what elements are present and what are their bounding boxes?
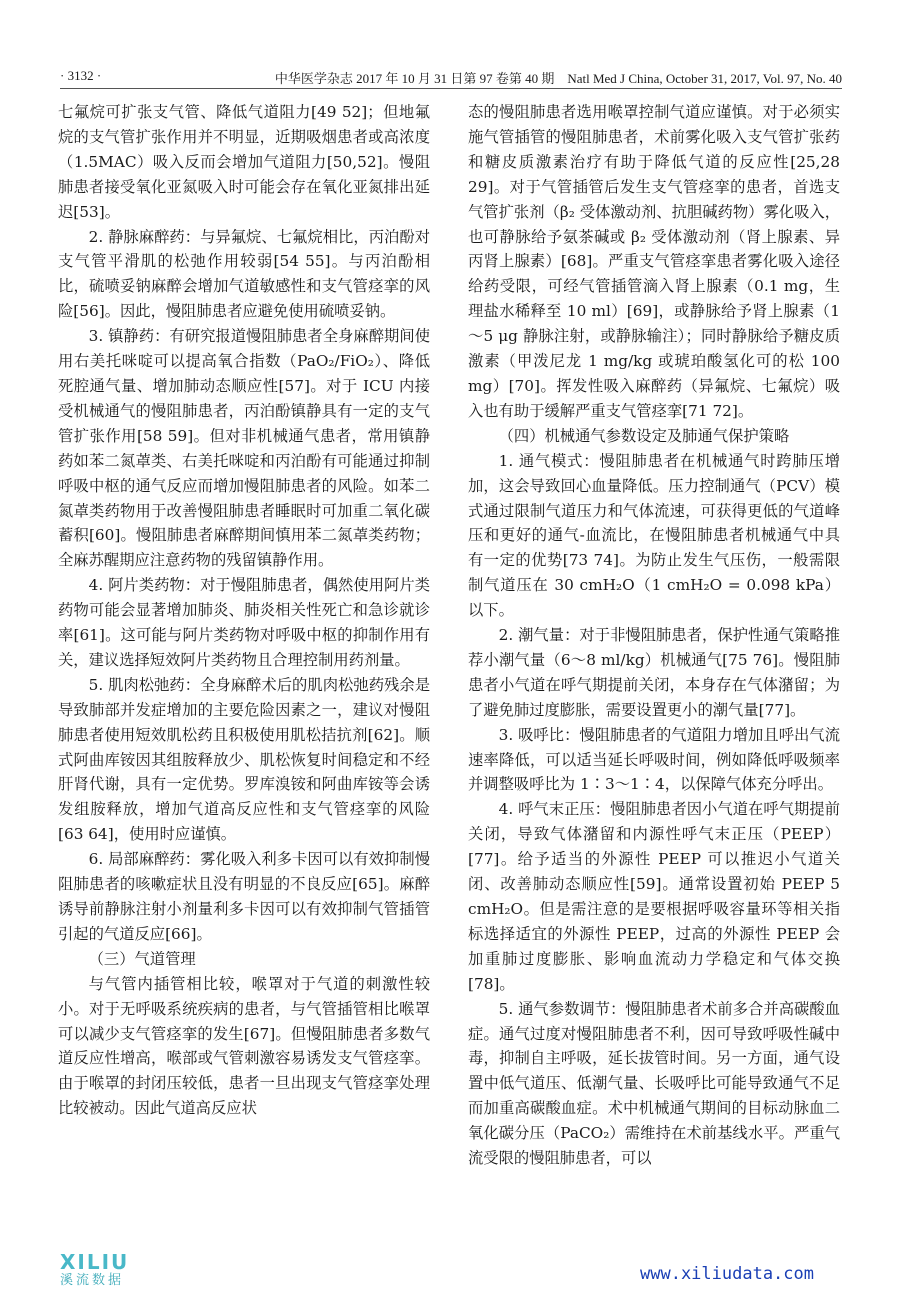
running-header bbox=[60, 66, 842, 88]
paragraph: 2. 潮气量：对于非慢阻肺患者，保护性通气策略推荐小潮气量（6～8 ml/kg）机械通气[75 76]。慢阻肺患者小气道在呼气期提前关闭，本身存在气体潴留；为了避免肺过度膨胀，需要设置更小的潮气量[77]。 bbox=[468, 626, 840, 719]
right-column bbox=[468, 100, 840, 1171]
header-rule bbox=[60, 88, 842, 89]
paragraph: 3. 镇静药：有研究报道慢阻肺患者全身麻醉期间使用右美托咪啶可以提高氧合指数（PaO₂/FiO₂）、降低死腔通气量、增加肺动态顺应性[57]。对于 ICU 内接受机械通气的慢阻肺患者，丙泊酚镇静具有一定的支气管扩张作用[58 59]。但对非机械通气患者，常用镇静药如苯二氮䓬类、右美托咪啶和丙泊酚有可能通过抑制呼吸中枢的通气反应而增加慢阻肺患者的风险。如苯二氮䓬类药物用于改善慢阻肺患者睡眠时可加重二氧化碳蓄积[60]。慢阻肺患者麻醉期间慎用苯二氮䓬类药物；全麻苏醒期应注意药物的残留镇静作用。 bbox=[58, 327, 430, 570]
page-number: · 3132 · bbox=[60, 68, 102, 83]
section-heading: （四）机械通气参数设定及肺通气保护策略 bbox=[498, 426, 790, 445]
site-url-link[interactable]: www.xiliudata.com bbox=[640, 1264, 814, 1284]
logo-subtitle: 溪流数据 bbox=[60, 1273, 125, 1288]
paragraph: 4. 阿片类药物：对于慢阻肺患者，偶然使用阿片类药物可能会显著增加肺炎、肺炎相关性死亡和急诊就诊率[61]。这可能与阿片类药物对呼吸中枢的抑制作用有关，建议选择短效阿片类药物且合理控制用药剂量。 bbox=[58, 576, 430, 669]
paragraph: 6. 局部麻醉药：雾化吸入利多卡因可以有效抑制慢阻肺患者的咳嗽症状且没有明显的不良反应[65]。麻醉诱导前静脉注射小剂量利多卡因可以有效抑制气管插管引起的气道反应[66]。 bbox=[58, 850, 430, 943]
journal-citation: 中华医学杂志 2017 年 10 月 31 日第 97 卷第 40 期 Natl Med J China, October 31, 2017, Vol. 97, No. 40 bbox=[274, 71, 842, 86]
section-heading: （三）气道管理 bbox=[88, 949, 196, 968]
paragraph: 1. 通气模式：慢阻肺患者在机械通气时跨肺压增加，这会导致回心血量降低。压力控制通气（PCV）模式通过限制气道压力和气体流速，可获得更低的气道峰压和更好的通气-血流比，在慢阻肺患者机械通气中具有一定的优势[73 74]。为防止发生气压伤，一般需限制气道压在 30 cmH₂O（1 cmH₂O = 0.098 kPa）以下。 bbox=[468, 451, 840, 620]
paragraph: 2. 静脉麻醉药：与异氟烷、七氟烷相比，丙泊酚对支气管平滑肌的松弛作用较弱[54 55]。与丙泊酚相比，硫喷妥钠麻醉会增加气道敏感性和支气管痉挛的风险[56]。因此，慢阻肺患者应避免使用硫喷妥钠。 bbox=[58, 227, 430, 321]
paragraph: 3. 吸呼比：慢阻肺患者的气道阻力增加且呼出气流速率降低，可以适当延长呼吸时间，例如降低呼吸频率并调整吸呼比为 1∶3～1∶4，以保障气体充分呼出。 bbox=[468, 725, 840, 794]
paragraph: 5. 肌肉松弛药：全身麻醉术后的肌肉松弛药残余是导致肺部并发症增加的主要危险因素之一，建议对慢阻肺患者使用短效肌松药且积极使用肌松拮抗剂[62]。顺式阿曲库铵因其组胺释放少、肌松恢复时间稳定和不经肝肾代谢，具有一定优势。罗库溴铵和阿曲库铵等会诱发组胺释放，增加气道高反应性和支气管痉挛的风险[63 64]，使用时应谨慎。 bbox=[58, 675, 430, 844]
paragraph: 态的慢阻肺患者选用喉罩控制气道应谨慎。对于必须实施气管插管的慢阻肺患者，术前雾化吸入支气管扩张药和糖皮质激素治疗有助于降低气道的反应性[25,28 29]。对于气管插管后发生支气管痉挛的患者，首选支气管扩张剂（β₂ 受体激动剂、抗胆碱药物）雾化吸入，也可静脉给予氨茶碱或 β₂ 受体激动剂（肾上腺素、异丙肾上腺素）[68]。严重支气管痉挛患者雾化吸入途径给药受限，可经气管插管滴入肾上腺素（0.1 mg，生理盐水稀释至 10 ml）[69]，或静脉给予肾上腺素（1～5 μg 静脉注射，或静脉输注）；同时静脉给予糖皮质激素（甲泼尼龙 1 mg/kg 或琥珀酸氢化可的松 100 mg）[70]。挥发性吸入麻醉药（异氟烷、七氟烷）吸入也有助于缓解严重支气管痉挛[71 72]。 bbox=[468, 103, 840, 420]
logo-wordmark: XILIU bbox=[60, 1250, 130, 1274]
paragraph: 5. 通气参数调节：慢阻肺患者术前多合并高碳酸血症。通气过度对慢阻肺患者不利，因可导致呼吸性碱中毒，抑制自主呼吸，延长拔管时间。另一方面，通气设置中低气道压、低潮气量、长吸呼比可能导致通气不足而加重高碳酸血症。术中机械通气期间的目标动脉血二氧化碳分压（PaCO₂）需维持在术前基线水平。严重气流受限的慢阻肺患者，可以 bbox=[468, 999, 840, 1168]
paragraph: 七氟烷可扩张支气管、降低气道阻力[49 52]；但地氟烷的支气管扩张作用并不明显，近期吸烟患者或高浓度（1.5MAC）吸入反而会增加气道阻力[50,52]。慢阻肺患者接受氧化亚氮吸入时可能会存在氧化亚氮排出延迟[53]。 bbox=[58, 103, 430, 221]
paragraph: 与气管内插管相比较，喉罩对于气道的刺激性较小。对于无呼吸系统疾病的患者，与气管插管相比喉罩可以减少支气管痉挛的发生[67]。但慢阻肺患者多数气道反应性增高，喉部或气管刺激容易诱发支气管痉挛。由于喉罩的封闭压较低，患者一旦出现支气管痉挛处理比较被动。因此气道高反应状 bbox=[58, 974, 430, 1118]
left-column bbox=[58, 100, 430, 1121]
paragraph: 4. 呼气末正压：慢阻肺患者因小气道在呼气期提前关闭，导致气体潴留和内源性呼气末正压（PEEP）[77]。给予适当的外源性 PEEP 可以推迟小气道关闭、改善肺动态顺应性[59]。通常设置初始 PEEP 5 cmH₂O。但是需注意的是要根据呼吸容量环等相关指标选择适宜的外源性 PEEP，过高的外源性 PEEP 会加重肺过度膨胀、影响血流动力学稳定和气体交换[78]。 bbox=[468, 800, 840, 993]
xiliu-logo bbox=[60, 1252, 150, 1292]
